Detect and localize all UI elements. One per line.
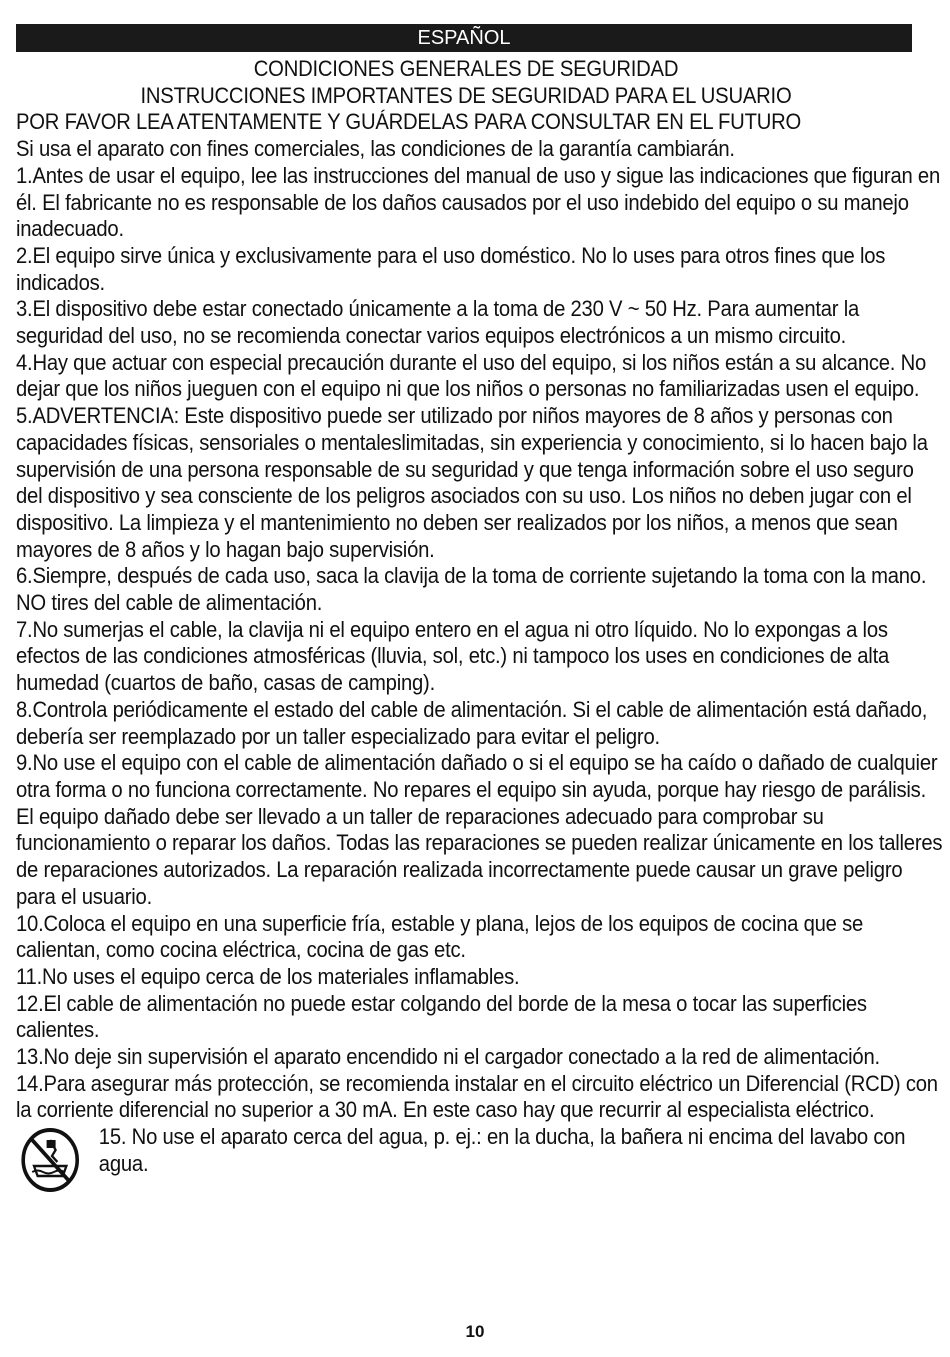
safety-item-3: 3.El dispositivo debe estar conectado únicamente a la toma de 230 V ~ 50 Hz. Para aumentar la seguridad del uso, no se recomienda conectar varios equipos electrónicos a un mismo circuito. [16,296,860,349]
intro-paragraph: Si usa el aparato con fines comerciales, las condiciones de la garantía cambiarán. [16,136,735,162]
no-water-bath-icon [20,1126,81,1194]
safety-item-6: 6.Siempre, después de cada uso, saca la clavija de la toma de corriente sujetando la toma con la mano. NO tires del cable de alimentación. [16,563,927,616]
language-header-bar [16,24,912,52]
safety-item-10: 10.Coloca el equipo en una superficie fría, estable y plana, lejos de los equipos de cocina que se calientan, como cocina eléctrica, cocina de gas etc. [16,910,864,963]
heading-important-instructions: INSTRUCCIONES IMPORTANTES DE SEGURIDAD PARA EL USUARIO [140,82,792,108]
heading-read-carefully: POR FAVOR LEA ATENTAMENTE Y GUÁRDELAS PARA CONSULTAR EN EL FUTURO [16,109,802,135]
safety-item-7: 7.No sumerjas el cable, la clavija ni el equipo entero en el agua ni otro líquido. No lo expongas a los efectos de las condiciones atmosféricas (lluvia, sol, etc.) ni tampoco los uses en condiciones de alta humedad (cuartos de baño, casas de camping). [16,616,890,696]
safety-item-5: 5.ADVERTENCIA: Este dispositivo puede ser utilizado por niños mayores de 8 años y personas con capacidades físicas, sensoriales o mentaleslimitadas, sin experiencia y conocimiento, si lo hacen bajo la supervisión de una persona responsable de su seguridad y que tenga información sobre el uso seguro del dispositivo y sea consciente de los peligros asociados con su uso. Los niños no deben jugar con el dispositivo. La limpieza y el mantenimiento no deben ser realizados por los niños, a menos que sean mayores de 8 años y lo hagan bajo supervisión. [16,403,928,562]
safety-item-12: 12.El cable de alimentación no puede estar colgando del borde de la mesa o tocar las superficies calientes. [16,990,867,1043]
safety-instructions [16,56,943,1178]
safety-item-4: 4.Hay que actuar con especial precaución durante el uso del equipo, si los niños están a su alcance. No dejar que los niños jueguen con el equipo ni que los niños o personas no familiarizadas usen el equipo. [16,349,927,402]
safety-item-13: 13.No deje sin supervisión el aparato encendido ni el cargador conectado a la red de alimentación. [16,1044,880,1070]
safety-item-11: 11.No uses el equipo cerca de los materiales inflamables. [16,963,520,989]
safety-item-2: 2.El equipo sirve única y exclusivamente para el uso doméstico. No lo uses para otros fines que los indicados. [16,242,886,295]
safety-item-9: 9.No use el equipo con el cable de alimentación dañado o si el equipo se ha caído o dañado de cualquier otra forma o no funciona correctamente. No repares el equipo sin ayuda, porque hay riesgo de parálisis. El equipo dañado debe ser llevado a un taller de reparaciones adecuado para comprobar su funcionamiento o reparar los daños. Todas las reparaciones se pueden realizar únicamente en los talleres de reparaciones autorizados. La reparación realizada incorrectamente puede causar un grave peligro para el usuario. [16,750,943,909]
safety-item-8: 8.Controla periódicamente el estado del cable de alimentación. Si el cable de alimentación está dañado, debería ser reemplazado por un taller especializado para evitar el peligro. [16,696,928,749]
page-number: 10 [465,1322,485,1341]
language-label: ESPAÑOL [417,27,511,49]
safety-item-1: 1.Antes de usar el equipo, lee las instrucciones del manual de uso y sigue las indicaciones que figuran en él. El fabricante no es responsable de los daños causados por el uso indebido del equipo o su manejo inadecuado. [16,162,941,242]
safety-item-14: 14.Para asegurar más protección, se recomienda instalar en el circuito eléctrico un Diferencial (RCD) con la corriente diferencial no superior a 30 mA. En este caso hay que recurrir al especialista eléctrico. [16,1070,938,1123]
safety-item-15: 15. No use el aparato cerca del agua, p. ej.: en la ducha, la bañera ni encima del lavabo con agua. [98,1124,906,1176]
heading-general-safety: CONDICIONES GENERALES DE SEGURIDAD [253,56,679,81]
safety-item-15-row [16,1124,943,1177]
headings-block [16,56,916,109]
